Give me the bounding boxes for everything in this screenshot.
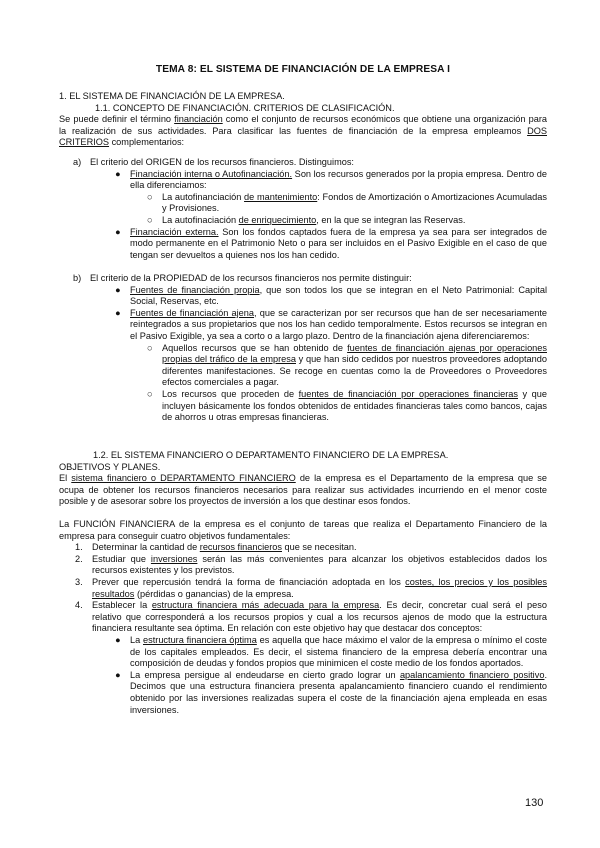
paragraph: El sistema financiero o DEPARTAMENTO FINANCIERO de la empresa es el Departamento de la empresa que se ocupa de obtener los recursos financieros necesarios para realizar sus actividades incurriendo en el menor coste posible y de asesorar sobre los proyectos de inversión a los que destinar esos fondos. (59, 473, 547, 507)
list-item: ○ La autofinanciación de mantenimiento: Fondos de Amortización o Amortizaciones Acumuladas y Provisiones. (147, 191, 547, 214)
bullet-icon: ● (115, 284, 121, 295)
section-1-2 (59, 450, 547, 508)
section-1 (59, 91, 547, 149)
list-item: 1. Determinar la cantidad de recursos financieros que se necesitan. (75, 542, 357, 553)
subsection-heading-cont: OBJETIVOS Y PLANES. (59, 461, 161, 472)
page-number: 130 (525, 797, 544, 809)
list-item: ● Financiación externa. Son los fondos captados fuera de la empresa ya sea para ser integrados de modo permanente en el Patrimonio Neto o para ser incluidos en el Pasivo Exigible en el caso de que tengan ser devueltos a quienes nos los han cedido. (115, 226, 547, 260)
bullet-icon: ● (115, 669, 121, 680)
list-item: ● Fuentes de financiación propia, que son todos los que se integran en el Neto Patrimonial: Capital Social, Reservas, etc. (115, 284, 547, 307)
paragraph: La FUNCIÓN FINANCIERA de la empresa es el conjunto de tareas que realiza el Departamento Financiero de la empresa para conseguir cuatro objetivos fundamentales: (59, 519, 547, 541)
bullet-icon: ● (115, 307, 121, 318)
page-title: TEMA 8: EL SISTEMA DE FINANCIACIÓN DE LA EMPRESA I (155, 64, 451, 75)
intro-paragraph: Se puede definir el término financiación como el conjunto de recursos económicos que obtiene una organización para la realización de sus actividades. Para clasificar las fuentes de financiación de la empresa empleamos DOS CRITERIOS complementarios: (59, 114, 547, 148)
subsection-heading: 1.1. CONCEPTO DE FINANCIACIÓN. CRITERIOS DE CLASIFICACIÓN. (95, 102, 395, 113)
list-item: ● La estructura financiera óptima es aquella que hace máximo el valor de la empresa o mínimo el coste de los capitales empleados. Es decir, el sistema financiero de la empresa debería encontrar una composición de deudas y fondos propios que minimicen el coste medio de los fondos aportados. (115, 634, 547, 669)
list-item: ○ La autofinaciación de enriquecimiento, en la que se integran las Reservas. (147, 214, 466, 225)
bullet-icon: ● (115, 634, 121, 645)
list-item: b) El criterio de la PROPIEDAD de los recursos financieros nos permite distinguir: (73, 273, 412, 283)
list-item: ○ Aquellos recursos que se han obtenido de fuentes de financiación ajenas por operaciones propias del tráfico de la empresa y que han sido cedidos por nuestros proveedores adoptando diferentes manifestaciones. Se recoge en cuentas como la de Proveedores o Proveedores efectos comerciales a pagar. (147, 342, 547, 388)
hollow-bullet-icon: ○ (147, 214, 153, 225)
subsection-heading: 1.2. EL SISTEMA FINANCIERO O DEPARTAMENTO FINANCIERO DE LA EMPRESA. (93, 450, 449, 460)
bullet-icon: ● (115, 226, 121, 237)
list-item: ● Fuentes de financiación ajena, que se caracterizan por ser recursos que han de ser necesariamente reintegrados a sus propietarios que nos los han cedido temporalmente. Estos recursos se integran en el Pasivo Exigible, ya sea a corto o a largo plazo. Dentro de la financiación ajena diferenciaremos: (115, 307, 547, 341)
financial-function (59, 519, 547, 716)
list-item: ● La empresa persigue al endeudarse en cierto grado lograr un apalancamiento financiero positivo. Decimos que una estructura financiera presenta apalancamiento financiero cuando el rendimiento obtenido por las inversiones realizadas supera el coste de la financiación ajena empleada en esas inversiones. (115, 669, 547, 715)
list-item: 3. Prever que repercusión tendrá la forma de financiación adoptada en los costes, los precios y los posibles resultados (pérdidas o ganancias) de la empresa. (75, 576, 548, 599)
list-item: 4. Establecer la estructura financiera más adecuada para la empresa. Es decir, concretar cual será el peso relativo que corresponderá a los recursos propios y cual a los recursos ajenos de modo que la estructura financiera resultante sea óptima. En relación con este objetivo hay que destacar dos conceptos: (75, 600, 547, 634)
list-item: ● Financiación interna o Autofinanciación. Son los recursos generados por la propia empresa. Dentro de ella diferenciamos: (115, 168, 547, 191)
criterion-b (59, 273, 547, 424)
hollow-bullet-icon: ○ (147, 388, 153, 399)
list-item: ○ Los recursos que proceden de fuentes de financiación por operaciones financieras y que incluyen básicamente los fondos obtenidos de entidades financieras tales como bancos, cajas de ahorros u otras empresas financieras. (147, 388, 548, 423)
list-item: a) El criterio del ORIGEN de los recursos financieros. Distinguimos: (73, 157, 354, 167)
list-item: 2. Estudiar que inversiones serán las más convenientes para alcanzar los objetivos establecidos dados los recursos existentes y los previstos. (75, 553, 547, 576)
section-heading: 1. EL SISTEMA DE FINANCIACIÓN DE LA EMPRESA. (59, 91, 285, 101)
hollow-bullet-icon: ○ (147, 342, 153, 353)
hollow-bullet-icon: ○ (147, 191, 153, 202)
criterion-a (59, 157, 547, 261)
bullet-icon: ● (115, 168, 121, 179)
